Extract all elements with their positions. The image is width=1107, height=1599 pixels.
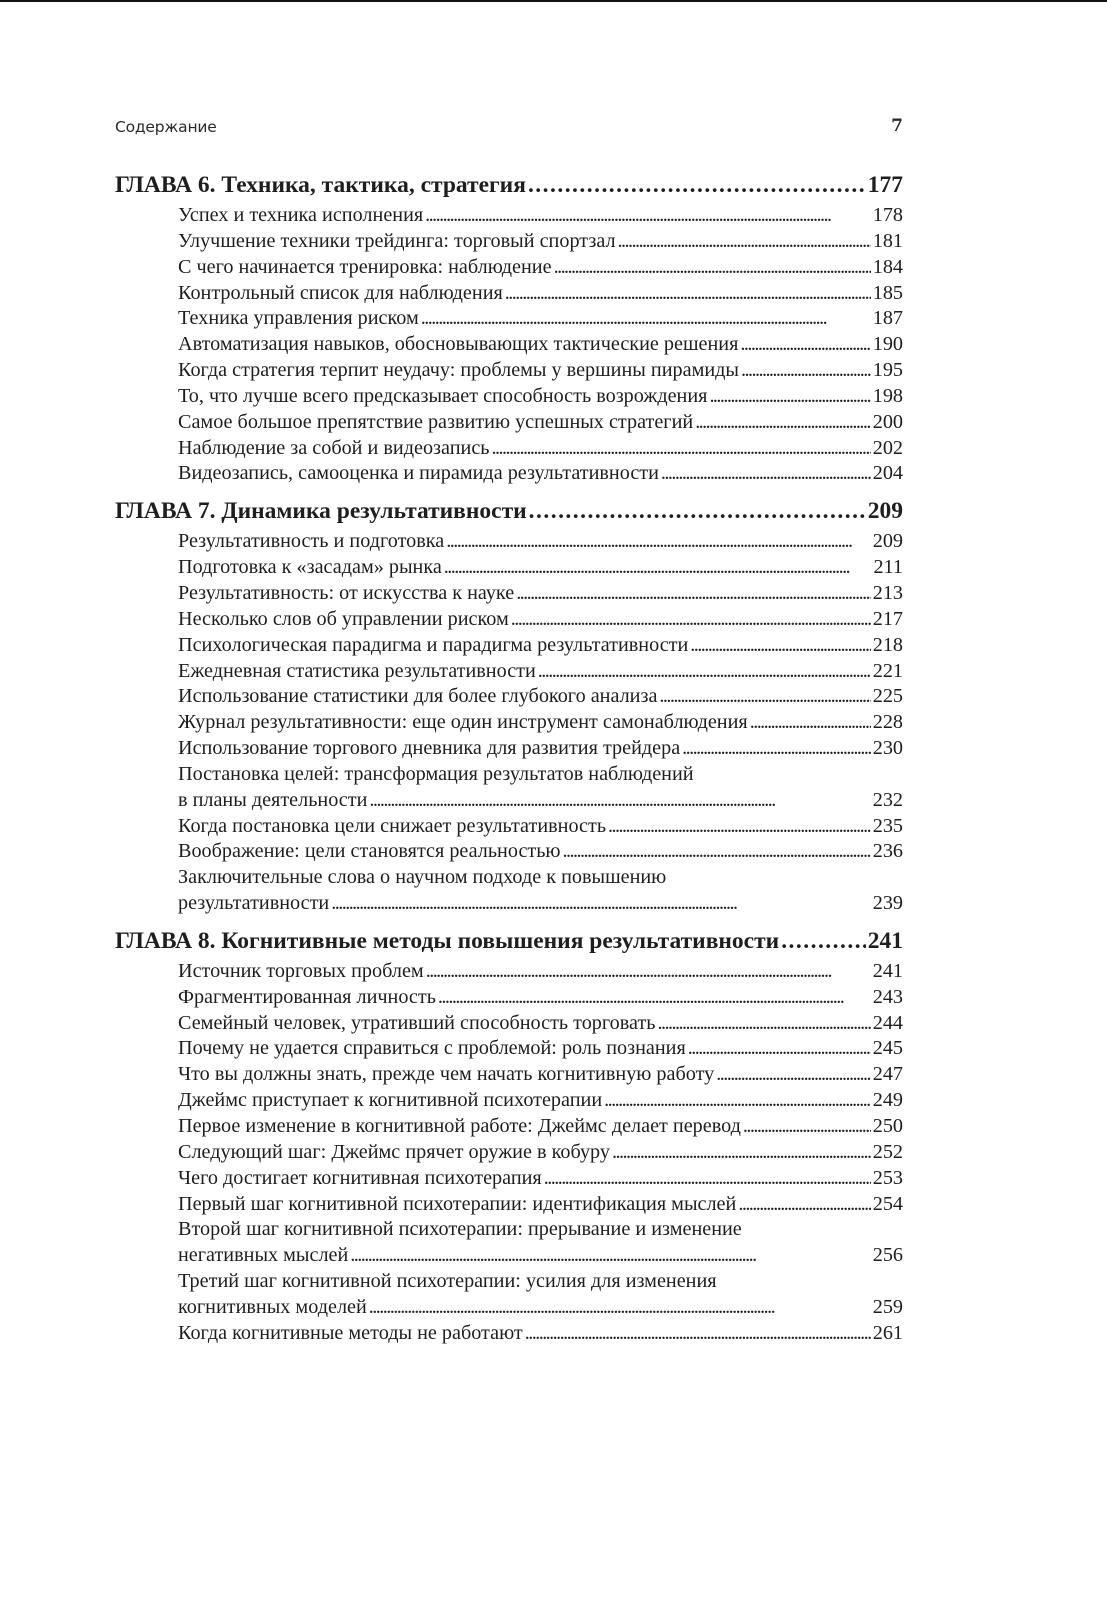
dot-leader — [688, 1036, 871, 1062]
page-number: 7 — [891, 116, 903, 136]
entry-title: Чего достигает когнитивная психотерапия — [178, 1166, 542, 1189]
entry-page-number: 232 — [872, 788, 903, 811]
dot-leader — [538, 659, 871, 685]
entry-title: Воображение: цели становятся реальностью — [178, 840, 561, 863]
toc-entry[interactable] — [115, 1192, 903, 1218]
toc-entry[interactable] — [115, 229, 903, 255]
entry-title: С чего начинается тренировка: наблюдение — [178, 255, 552, 278]
entry-title: Наблюдение за собой и видеозапись — [178, 436, 490, 459]
dot-leader — [618, 229, 871, 255]
entry-page-number: 225 — [872, 685, 903, 708]
entry-page-number: 230 — [872, 737, 903, 760]
entry-title: Результативность: от искусства к науке — [178, 581, 515, 604]
toc-entry[interactable] — [115, 384, 903, 410]
toc-entry[interactable] — [115, 1243, 903, 1269]
entry-page-number: 202 — [872, 436, 903, 459]
toc-chapter — [115, 924, 903, 1347]
entry-title: То, что лучше всего предсказывает способность возрождения — [178, 384, 708, 407]
toc-entry[interactable] — [115, 1036, 903, 1062]
entry-page-number: 239 — [872, 892, 903, 915]
toc-entry[interactable] — [115, 1088, 903, 1114]
chapter-page-number: 209 — [867, 498, 903, 525]
dot-leader — [738, 1192, 870, 1218]
dot-leader — [350, 1243, 870, 1269]
toc-entry[interactable] — [115, 839, 903, 865]
toc-entry[interactable] — [115, 1062, 903, 1088]
dot-leader — [750, 710, 871, 736]
top-border-line — [0, 0, 1107, 2]
entry-title: результативности — [178, 892, 330, 915]
chapter-title: ГЛАВА 8. Когнитивные методы повышения результативности — [115, 927, 780, 954]
chapter-page-number: 241 — [867, 927, 903, 954]
toc-entry-first-line[interactable]: Третий шаг когнитивной психотерапии: усилия для изменения — [178, 1270, 717, 1293]
entry-page-number: 235 — [872, 814, 903, 837]
entry-title: Использование статистики для более глубокого анализа — [178, 685, 658, 708]
dot-leader — [608, 814, 871, 840]
dot-leader — [690, 633, 870, 659]
toc-entry[interactable] — [115, 959, 903, 985]
dot-leader — [740, 332, 870, 358]
toc-chapter — [115, 168, 903, 487]
toc-entry-first-line[interactable]: Второй шаг когнитивной психотерапии: прерывание и изменение — [178, 1218, 742, 1241]
toc-entry[interactable] — [115, 1011, 903, 1037]
entry-title: Когда когнитивные методы не работают — [178, 1321, 523, 1344]
entry-page-number: 204 — [872, 462, 903, 485]
entry-title: Автоматизация навыков, обосновывающих тактические решения — [178, 333, 739, 356]
entry-title: негативных мыслей — [178, 1244, 349, 1267]
chapter-page-number: 177 — [867, 172, 903, 198]
entry-page-number: 217 — [872, 607, 903, 630]
toc-chapter — [115, 494, 903, 917]
toc-entry[interactable] — [115, 985, 903, 1011]
dot-leader — [612, 1140, 871, 1166]
entry-title: Психологическая парадигма и парадигма результативности — [178, 633, 689, 656]
entry-title: в планы деятельности — [178, 788, 368, 811]
dot-leader — [682, 736, 871, 762]
entry-page-number: 245 — [872, 1037, 903, 1060]
entry-page-number: 253 — [872, 1166, 903, 1189]
dot-leader — [425, 203, 871, 229]
toc-entry-first-line[interactable]: Постановка целей: трансформация результатов наблюдений — [178, 762, 694, 785]
chapter-heading[interactable] — [115, 924, 903, 958]
entry-title: Почему не удается справиться с проблемой: роль познания — [178, 1037, 686, 1060]
entry-title: когнитивных моделей — [178, 1295, 367, 1318]
entry-title: Подготовка к «засадам» рынка — [178, 556, 442, 579]
entry-page-number: 241 — [872, 959, 903, 982]
entry-page-number: 250 — [872, 1115, 903, 1137]
toc-entry[interactable] — [115, 710, 903, 736]
chapter-title: ГЛАВА 7. Динамика результативности — [115, 498, 527, 525]
entry-page-number: 252 — [872, 1140, 903, 1163]
dot-leader — [741, 358, 871, 384]
entry-page-number: 256 — [872, 1244, 903, 1267]
entry-page-number: 181 — [872, 229, 903, 252]
entry-page-number: 236 — [872, 840, 903, 863]
toc-entry[interactable] — [115, 281, 903, 307]
entry-title: Источник торговых проблем — [178, 959, 424, 982]
dot-leader — [743, 1114, 871, 1140]
chapter-heading[interactable] — [115, 494, 903, 528]
toc-entry[interactable] — [115, 891, 903, 917]
entry-page-number: 209 — [872, 530, 903, 553]
entry-page-number: 261 — [872, 1321, 903, 1344]
dot-leader — [492, 436, 871, 462]
dot-leader — [544, 1166, 871, 1192]
chapter-items — [115, 529, 903, 917]
dot-leader — [438, 985, 871, 1011]
entry-title: Когда стратегия терпит неудачу: проблемы у вершины пирамиды — [178, 359, 739, 382]
toc-entry[interactable] — [115, 410, 903, 436]
dot-leader — [426, 959, 871, 985]
entry-page-number: 254 — [872, 1192, 903, 1215]
entry-title: Когда постановка цели снижает результативность — [178, 814, 607, 837]
entry-title: Семейный человек, утративший способность торговать — [178, 1011, 656, 1034]
toc-entry[interactable] — [115, 684, 903, 710]
dot-leader — [529, 494, 866, 528]
dot-leader — [505, 281, 871, 307]
dot-leader — [554, 255, 871, 281]
toc-entry[interactable] — [115, 1166, 903, 1192]
toc-entry[interactable] — [115, 607, 903, 633]
chapter-items — [115, 203, 903, 487]
dot-leader — [658, 1011, 871, 1037]
entry-page-number: 247 — [872, 1063, 903, 1086]
running-head — [115, 116, 903, 140]
toc-entry[interactable] — [115, 814, 903, 840]
toc-entry[interactable] — [115, 306, 903, 332]
chapter-items — [115, 959, 903, 1347]
entry-page-number: 195 — [872, 359, 903, 382]
entry-title: Улучшение техники трейдинга: торговый спортзал — [178, 229, 616, 252]
toc-entry[interactable] — [115, 203, 903, 229]
toc-entry-first-line[interactable]: Заключительные слова о научном подходе к повышению — [178, 866, 667, 889]
entry-title: Следующий шаг: Джеймс прячет оружие в кобуру — [178, 1140, 610, 1163]
entry-page-number: 198 — [872, 384, 903, 407]
entry-title: Первое изменение в когнитивной работе: Джеймс делает перевод — [178, 1115, 741, 1137]
entry-page-number: 187 — [872, 307, 903, 330]
entry-page-number: 213 — [872, 581, 903, 604]
entry-title: Контрольный список для наблюдения — [178, 281, 503, 304]
entry-title: Что вы должны знать, прежде чем начать когнитивную работу — [178, 1063, 715, 1086]
dot-leader — [525, 1321, 871, 1347]
toc-entry[interactable] — [115, 358, 903, 384]
toc-entry[interactable] — [115, 1140, 903, 1166]
dot-leader — [604, 1088, 871, 1114]
entry-title: Использование торгового дневника для развития трейдера — [178, 737, 681, 760]
entry-title: Несколько слов об управлении риском — [178, 607, 509, 630]
toc-entry[interactable] — [115, 1295, 903, 1321]
dot-leader — [781, 924, 866, 958]
toc-entry[interactable] — [115, 1114, 903, 1140]
entry-title: Успех и техника исполнения — [178, 204, 424, 226]
entry-page-number: 259 — [872, 1295, 903, 1318]
entry-title: Ежедневная статистика результативности — [178, 659, 536, 682]
dot-leader — [369, 788, 870, 814]
entry-page-number: 221 — [872, 659, 903, 682]
toc-entry[interactable] — [115, 461, 903, 487]
entry-title: Видеозапись, самооценка и пирамида результативности — [178, 462, 659, 485]
entry-page-number: 228 — [872, 711, 903, 734]
toc-entry[interactable] — [115, 736, 903, 762]
dot-leader — [444, 555, 872, 581]
dot-leader — [331, 891, 871, 917]
dot-leader — [563, 839, 871, 865]
toc-entry[interactable] — [115, 255, 903, 281]
entry-page-number: 249 — [872, 1089, 903, 1112]
entry-page-number: 244 — [872, 1011, 903, 1034]
entry-title: Самое большое препятствие развитию успешных стратегий — [178, 410, 694, 433]
entry-page-number: 218 — [872, 633, 903, 656]
entry-page-number: 190 — [872, 333, 903, 356]
entry-title: Фрагментированная личность — [178, 985, 436, 1008]
toc-entry[interactable] — [115, 633, 903, 659]
dot-leader — [528, 168, 866, 202]
toc-entry[interactable] — [115, 332, 903, 358]
dot-leader — [516, 581, 871, 607]
toc-entry[interactable] — [115, 436, 903, 462]
entry-title: Первый шаг когнитивной психотерапии: идентификация мыслей — [178, 1192, 737, 1215]
dot-leader — [511, 607, 871, 633]
entry-title: Журнал результативности: еще один инструмент самонаблюдения — [178, 711, 748, 734]
entry-title: Джеймс приступает к когнитивной психотерапии — [178, 1089, 603, 1112]
toc-entry[interactable] — [115, 581, 903, 607]
running-head-title: Содержание — [115, 118, 217, 136]
dot-leader — [659, 684, 870, 710]
toc-entry[interactable] — [115, 529, 903, 555]
table-of-contents — [115, 168, 903, 1347]
dot-leader — [421, 306, 871, 332]
toc-entry[interactable] — [115, 555, 903, 581]
dot-leader — [695, 410, 871, 436]
toc-entry[interactable] — [115, 788, 903, 814]
entry-page-number: 184 — [872, 255, 903, 278]
toc-entry[interactable] — [115, 659, 903, 685]
entry-page-number: 178 — [872, 204, 903, 226]
entry-title: Результативность и подготовка — [178, 530, 445, 553]
entry-page-number: 185 — [872, 281, 903, 304]
dot-leader — [446, 529, 870, 555]
chapter-title: ГЛАВА 6. Техника, тактика, стратегия — [115, 172, 526, 198]
entry-page-number: 200 — [872, 410, 903, 433]
entry-title: Техника управления риском — [178, 307, 419, 330]
dot-leader — [716, 1062, 871, 1088]
dot-leader — [709, 384, 870, 410]
dot-leader — [369, 1295, 871, 1321]
chapter-heading[interactable] — [115, 168, 903, 202]
entry-page-number: 211 — [873, 556, 903, 579]
dot-leader — [661, 461, 871, 487]
toc-entry[interactable] — [115, 1321, 903, 1347]
entry-page-number: 243 — [872, 985, 903, 1008]
